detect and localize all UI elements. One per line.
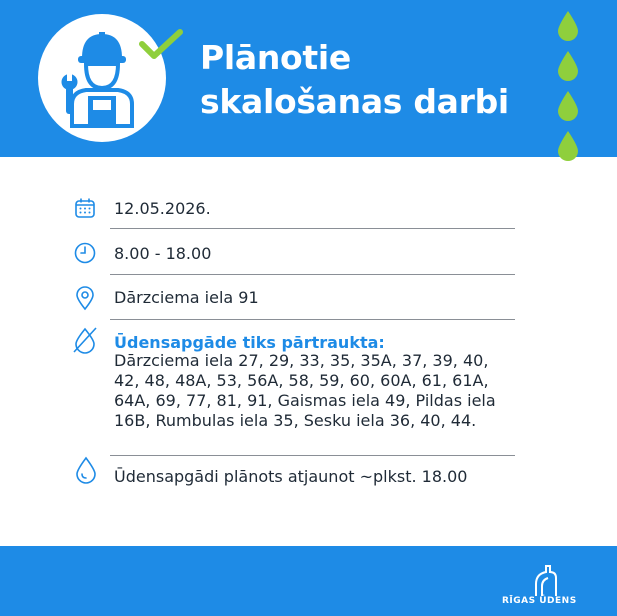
header-banner	[0, 0, 617, 157]
warning-title: Ūdensapgāde tiks pārtraukta:	[114, 333, 385, 352]
location-pin-icon	[75, 285, 95, 311]
no-water-icon	[72, 326, 98, 354]
divider	[110, 319, 515, 320]
water-drop-icon	[556, 130, 580, 162]
check-icon	[138, 28, 184, 62]
affected-addresses: Dārzciema iela 27, 29, 33, 35, 35A, 37, 39, 40, 42, 48, 48A, 53, 56A, 58, 59, 60, 60A, 61, 61A, 64A, 69, 77, 81, 91, Gaismas iela 49, Pildas iela 16B, Rumbulas iela 35, Sesku iela 36, 40, 44.	[114, 351, 496, 430]
water-drop-icon	[556, 50, 580, 82]
clock-icon	[74, 242, 96, 264]
water-drops	[556, 10, 582, 170]
logo-text: RĪGAS ŪDENS	[502, 596, 577, 606]
water-drop-icon	[556, 90, 580, 122]
title-line-1: Plānotie	[200, 38, 351, 77]
restore-text: Ūdensapgādi plānots atjaunot ~plkst. 18.00	[114, 467, 468, 486]
divider	[110, 274, 515, 275]
address-text: Dārzciema iela 91	[114, 288, 259, 307]
divider	[110, 228, 515, 229]
title-line-2: skalošanas darbi	[200, 82, 509, 121]
calendar-icon	[74, 197, 96, 219]
date-text: 12.05.2026.	[114, 199, 211, 218]
water-drop-icon	[556, 10, 580, 42]
page-title	[200, 36, 509, 124]
divider	[110, 455, 515, 456]
water-drop-outline-icon	[75, 456, 97, 484]
time-text: 8.00 - 18.00	[114, 244, 212, 263]
